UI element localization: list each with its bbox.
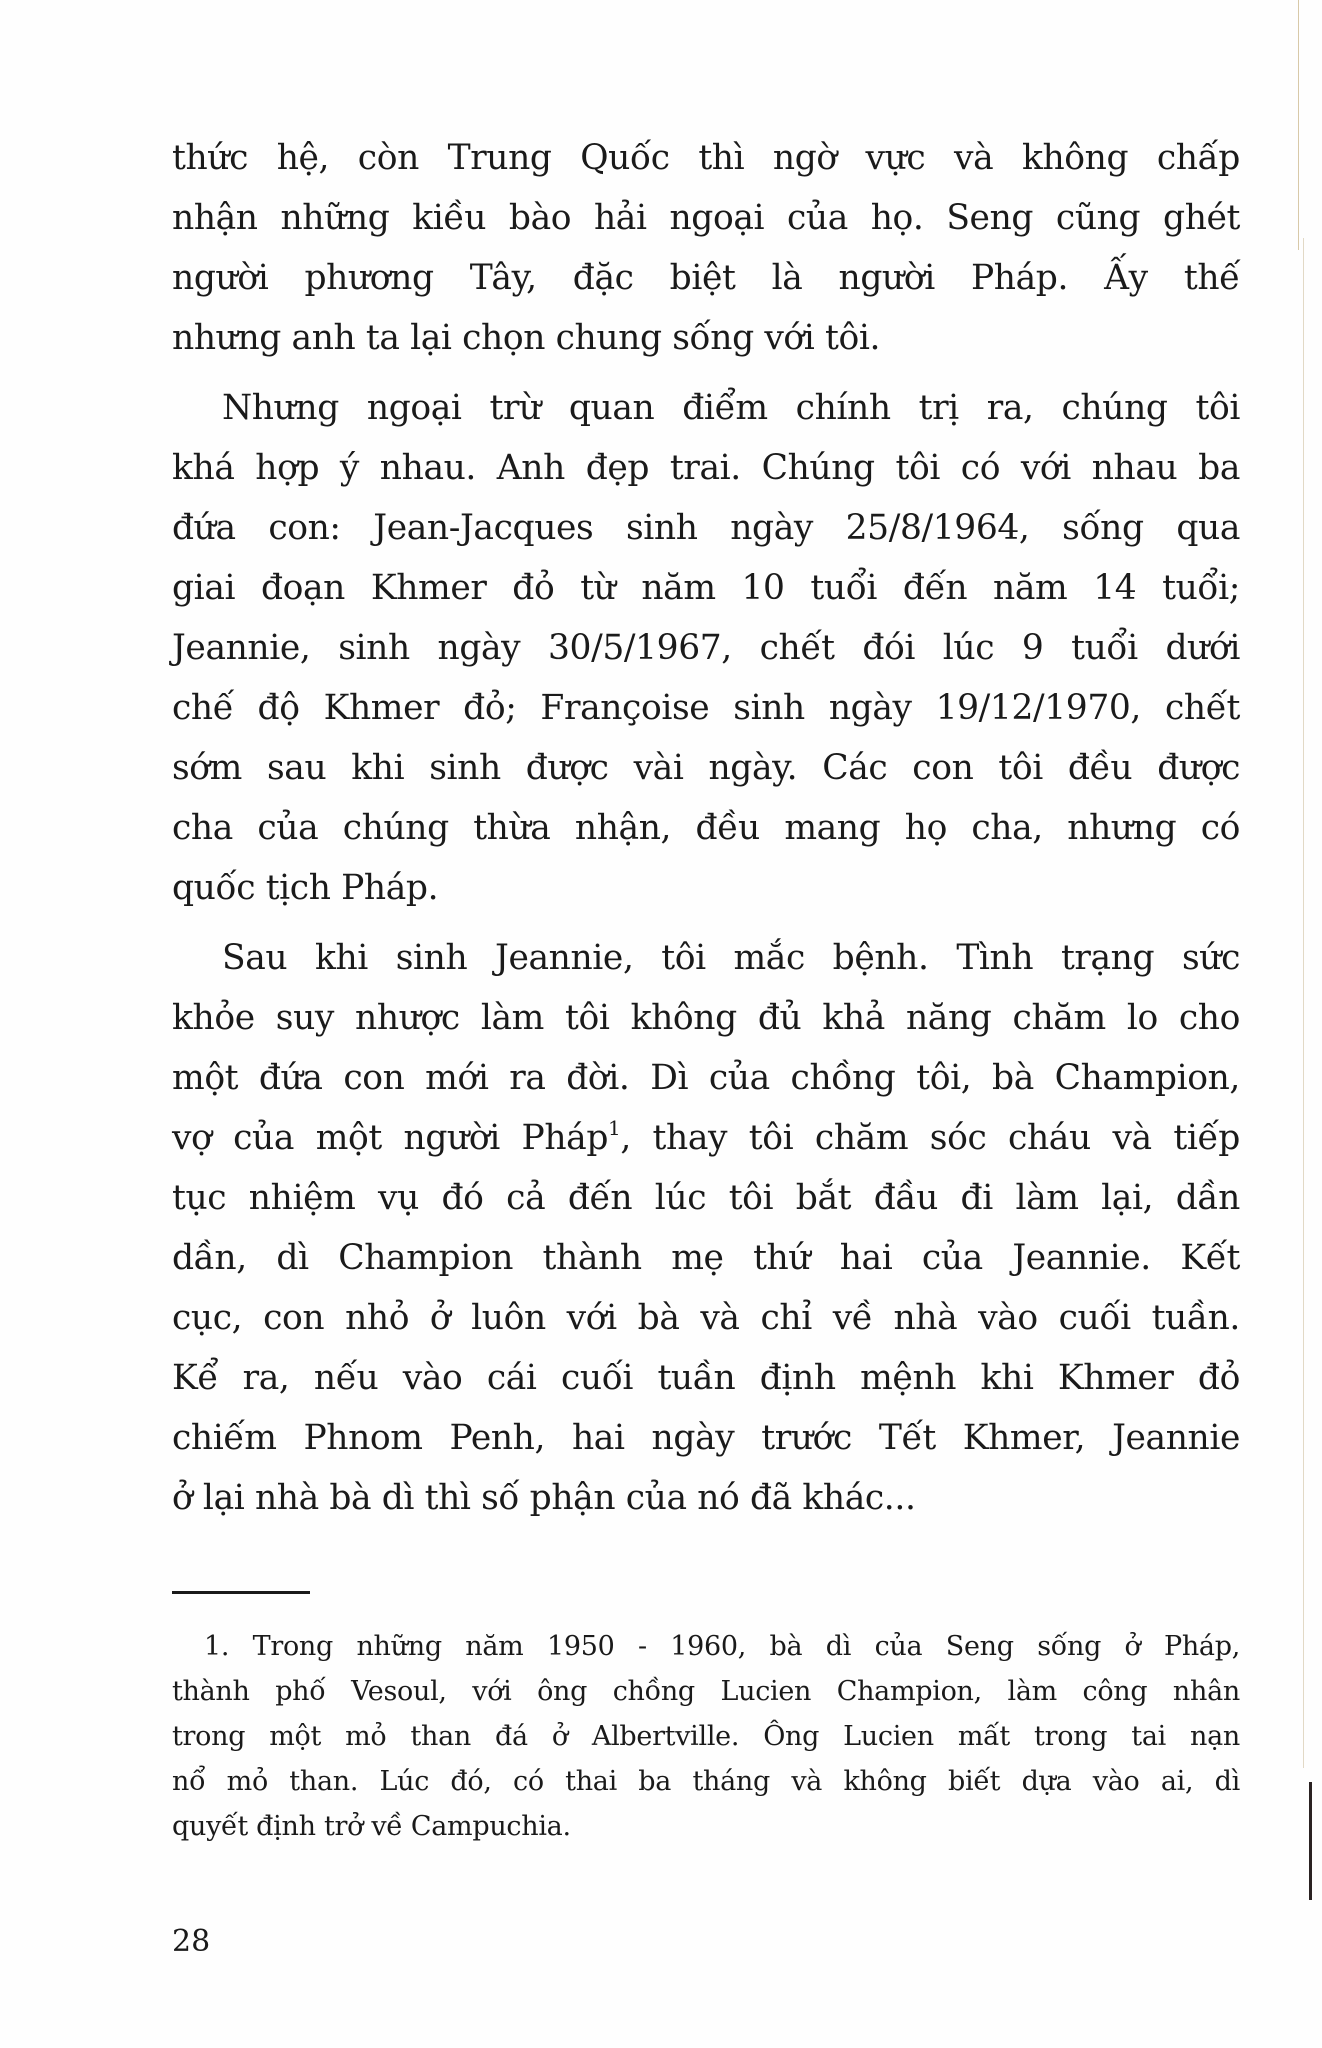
text-line: tục nhiệm vụ đó cả đến lúc tôi bắt đầu đi làm lại, dần xyxy=(172,1178,1240,1218)
text-line: ở lại nhà bà dì thì số phận của nó đã khác... xyxy=(172,1478,916,1518)
text-line: đứa con: Jean-Jacques sinh ngày 25/8/1964, sống qua xyxy=(172,508,1240,548)
text-segment: vợ của một người Pháp xyxy=(172,1118,608,1158)
text-line: người phương Tây, đặc biệt là người Pháp. Ấy thế xyxy=(172,258,1240,298)
footnote-line: 1. Trong những năm 1950 - 1960, bà dì của Seng sống ở Pháp, xyxy=(204,1631,1240,1662)
footnote-line: trong một mỏ than đá ở Albertville. Ông Lucien mất trong tai nạn xyxy=(172,1721,1240,1752)
text-line: Kể ra, nếu vào cái cuối tuần định mệnh khi Khmer đỏ xyxy=(172,1358,1240,1398)
page-number: 28 xyxy=(172,1924,211,1959)
text-line: sớm sau khi sinh được vài ngày. Các con tôi đều được xyxy=(172,748,1240,788)
footnote xyxy=(172,1624,1240,1849)
text-line: cha của chúng thừa nhận, đều mang họ cha, nhưng có xyxy=(172,808,1240,848)
text-line: nhưng anh ta lại chọn chung sống với tôi. xyxy=(172,318,881,358)
page-edge-line xyxy=(1298,0,1299,250)
footnote-divider xyxy=(172,1591,310,1594)
footnote-line: nổ mỏ than. Lúc đó, có thai ba tháng và không biết dựa vào ai, dì xyxy=(172,1766,1240,1797)
text-line: chế độ Khmer đỏ; Françoise sinh ngày 19/12/1970, chết xyxy=(172,688,1240,728)
page-edge-line xyxy=(1309,1782,1312,1900)
text-line: quốc tịch Pháp. xyxy=(172,868,439,908)
text-line: giai đoạn Khmer đỏ từ năm 10 tuổi đến năm 14 tuổi; xyxy=(172,568,1240,608)
text-line: Jeannie, sinh ngày 30/5/1967, chết đói lúc 9 tuổi dưới xyxy=(172,628,1240,668)
text-line: khỏe suy nhược làm tôi không đủ khả năng chăm lo cho xyxy=(172,998,1240,1038)
text-segment: , thay tôi chăm sóc cháu và tiếp xyxy=(620,1118,1240,1158)
paragraph xyxy=(172,378,1240,918)
paragraph xyxy=(172,928,1240,1528)
text-line: dần, dì Champion thành mẹ thứ hai của Jeannie. Kết xyxy=(172,1238,1240,1278)
text-line: chiếm Phnom Penh, hai ngày trước Tết Khmer, Jeannie xyxy=(172,1418,1240,1458)
footnote-line: quyết định trở về Campuchia. xyxy=(172,1811,571,1842)
text-line: nhận những kiều bào hải ngoại của họ. Seng cũng ghét xyxy=(172,198,1240,238)
text-line-with-footnote xyxy=(172,1108,1240,1168)
text-line: Sau khi sinh Jeannie, tôi mắc bệnh. Tình trạng sức xyxy=(222,938,1240,978)
footnote-line: thành phố Vesoul, với ông chồng Lucien Champion, làm công nhân xyxy=(172,1676,1240,1707)
text-line: một đứa con mới ra đời. Dì của chồng tôi, bà Champion, xyxy=(172,1058,1240,1098)
footnote-reference[interactable]: 1 xyxy=(608,1116,621,1140)
text-line: Nhưng ngoại trừ quan điểm chính trị ra, chúng tôi xyxy=(222,388,1240,428)
page-edge-line xyxy=(1303,238,1304,1768)
text-line: khá hợp ý nhau. Anh đẹp trai. Chúng tôi có với nhau ba xyxy=(172,448,1240,488)
body-text xyxy=(172,128,1240,1528)
text-line: cục, con nhỏ ở luôn với bà và chỉ về nhà vào cuối tuần. xyxy=(172,1298,1240,1338)
text-line: thức hệ, còn Trung Quốc thì ngờ vực và không chấp xyxy=(172,138,1240,178)
paragraph xyxy=(172,128,1240,368)
